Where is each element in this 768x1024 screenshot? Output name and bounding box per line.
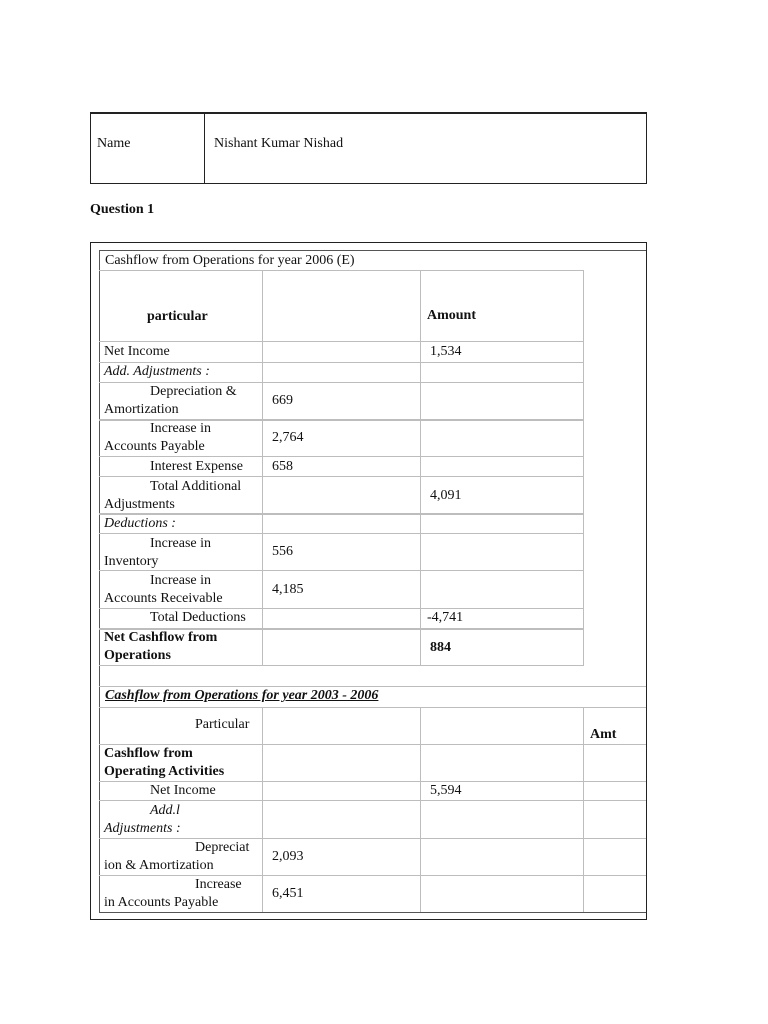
total-add-line2: Adjustments — [104, 497, 175, 512]
interest-value: 658 — [272, 459, 293, 474]
t2-net-income-amount: 5,594 — [430, 783, 462, 798]
deductions-label: Deductions : — [104, 516, 176, 531]
interest-label: Interest Expense — [150, 459, 243, 474]
name-label: Name — [97, 136, 131, 151]
t2-dep-value: 2,093 — [272, 849, 304, 864]
ap-line2: Accounts Payable — [104, 439, 205, 454]
total-add-line1: Total Additional — [150, 479, 242, 494]
t2-net-income-label: Net Income — [150, 783, 216, 798]
table2-title: Cashflow from Operations for year 2003 - 2006 — [105, 688, 379, 703]
net-cashflow-line2: Operations — [104, 648, 171, 663]
t2-dep-line2: ion & Amortization — [104, 858, 214, 873]
table1-col-amount: Amount — [427, 308, 477, 323]
add-adjustments-label: Add. Adjustments : — [104, 364, 210, 379]
net-income-label: Net Income — [104, 344, 170, 359]
net-cashflow-amount: 884 — [430, 640, 451, 655]
total-deductions-amount: -4,741 — [427, 610, 464, 625]
t2-ap-line2: in Accounts Payable — [104, 895, 219, 910]
ap-value: 2,764 — [272, 430, 304, 445]
total-deductions-label: Total Deductions — [150, 610, 246, 625]
question-title: Question 1 — [90, 202, 155, 217]
operating-line1: Cashflow from — [104, 746, 193, 761]
table1-title: Cashflow from Operations for year 2006 (E) — [105, 253, 355, 268]
inventory-line1: Increase in — [150, 536, 212, 551]
depreciation-line1: Depreciation & — [150, 384, 237, 399]
operating-line2: Operating Activities — [104, 764, 225, 779]
net-cashflow-line1: Net Cashflow from — [104, 630, 218, 645]
table1-col-particular: particular — [147, 309, 208, 324]
t2-ap-value: 6,451 — [272, 886, 304, 901]
t2-add-line2: Adjustments : — [104, 821, 181, 836]
inventory-line2: Inventory — [104, 554, 159, 569]
ap-line1: Increase in — [150, 421, 212, 436]
t2-ap-line1: Increase — [195, 877, 242, 892]
ar-line2: Accounts Receivable — [104, 591, 223, 606]
ar-value: 4,185 — [272, 582, 304, 597]
total-add-amount: 4,091 — [430, 488, 462, 503]
inventory-value: 556 — [272, 544, 293, 559]
t2-add-line1: Add.l — [150, 803, 180, 818]
depreciation-line2: Amortization — [104, 402, 179, 417]
name-value: Nishant Kumar Nishad — [214, 136, 344, 151]
t2-dep-line1: Depreciat — [195, 840, 250, 855]
ar-line1: Increase in — [150, 573, 212, 588]
net-income-amount: 1,534 — [430, 344, 462, 359]
table2-col-amt: Amt — [590, 727, 617, 742]
table2-col-particular: Particular — [195, 717, 250, 732]
depreciation-value: 669 — [272, 393, 293, 408]
